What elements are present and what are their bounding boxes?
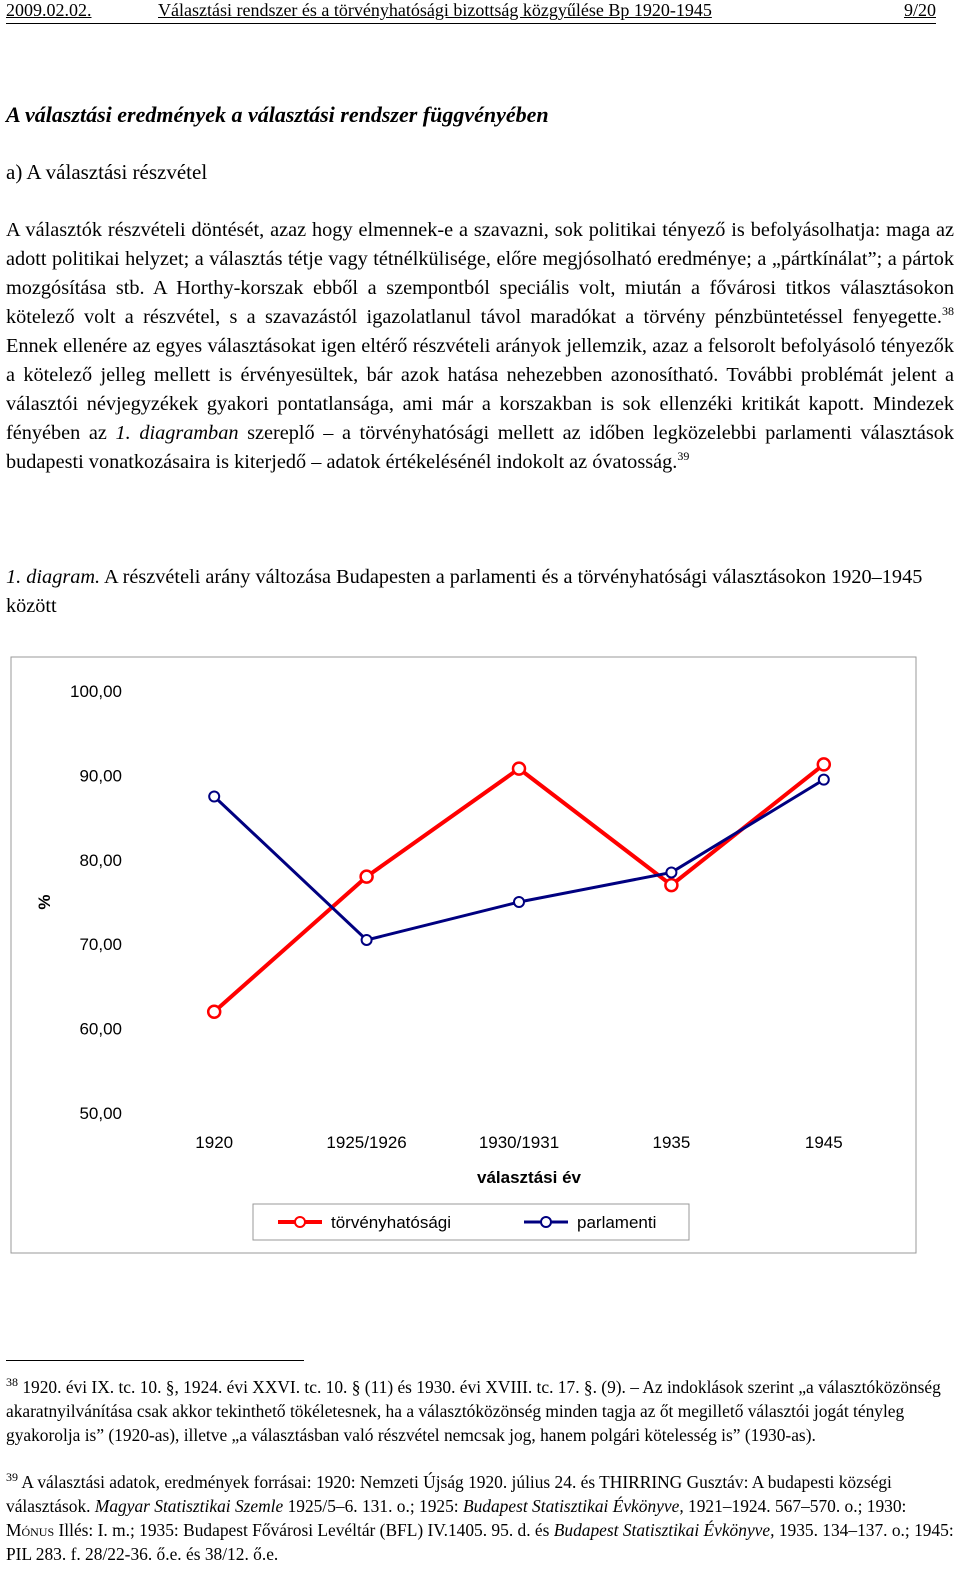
- y-tick-label: 70,00: [79, 935, 122, 955]
- footnote-39-source-2: Budapest Statisztikai Évkönyve,: [462, 1496, 684, 1516]
- y-tick-label: 90,00: [79, 766, 122, 786]
- paragraph-emphasis: 1. diagramban: [115, 422, 239, 444]
- data-point: [665, 879, 677, 891]
- footnote-38-number: 38: [6, 1375, 18, 1390]
- paragraph-text-2: Ennek ellenére az egyes választásokat igen eltérő részvételi arányok jellemzik, azaz a felsorolt befolyásoló tényezők a kötelező jelleg mellett is érvényesültek, bár azok hatása nehezebben azonosítható. További problémát jelent a választói névjegyzékek gyakori pontatlansága, ami már a korszakban is sok ellenzéki kritikát kapott. Mindezek fényében az: [6, 335, 954, 444]
- header-date: 2009.02.02.: [6, 0, 92, 20]
- x-tick-label: 1935: [652, 1133, 691, 1152]
- x-axis-title: választási év: [477, 1168, 581, 1187]
- footnote-39-source-1: Magyar Statisztikai Szemle: [94, 1496, 284, 1516]
- legend-swatch-marker: [541, 1217, 551, 1227]
- y-tick-label: 50,00: [79, 1104, 122, 1123]
- footnote-ref-38[interactable]: 38: [942, 304, 954, 319]
- footnote-39-author: Mónus: [6, 1520, 55, 1540]
- data-point: [361, 871, 373, 883]
- caption-text: A részvételi arány változása Budapesten a parlamenti és a törvényhatósági választásokon 1920–1945 között: [6, 566, 923, 617]
- footnote-38-text: 1920. évi IX. tc. 10. §, 1924. évi XXVI. tc. 10. § (11) és 1930. évi XVIII. tc. 17. §. (9). – Az indoklások szerint „a választóközönség akaratnyilvánítása csak akkor tekinthető tökéletesnek, ha a választóközönség minden tagja az őt megillető választói jogát tényleg gyakorolja is” (1920-as), illetve „a választásban való részvétel nemcsak jog, hanem polgári kötelesség is” (1930-as).: [6, 1377, 941, 1445]
- chart-frame: [11, 657, 916, 1253]
- header-page-number: 9/20: [903, 0, 936, 20]
- data-point: [362, 935, 372, 945]
- data-point: [819, 775, 829, 785]
- footnote-separator: [6, 1360, 304, 1361]
- x-tick-label: 1920: [195, 1133, 234, 1152]
- turnout-line-chart: [10, 656, 917, 1254]
- data-point: [513, 763, 525, 775]
- y-tick-label: 60,00: [79, 1019, 122, 1039]
- footnote-39-text-3: 1921–1924. 567–570. o.; 1930:: [683, 1496, 907, 1516]
- footnote-39-text-5: 1935. 134–137. o.; 1945: PIL 283. f. 28/22-36. ő.e. és 38/12. ő.e.: [6, 1520, 954, 1564]
- footnote-ref-39[interactable]: 39: [677, 449, 690, 464]
- y-tick-label: 100,00: [70, 682, 122, 701]
- footnote-39: [6, 1470, 954, 1566]
- data-point: [666, 867, 676, 877]
- footnote-39-number: 39: [6, 1470, 18, 1485]
- x-tick-label: 1930/1931: [478, 1133, 560, 1152]
- data-point: [818, 758, 830, 770]
- section-title: A választási eredmények a választási rendszer függvényében: [6, 102, 549, 127]
- legend-label: törvényhatósági: [331, 1213, 452, 1232]
- x-tick-label: 1925/1926: [326, 1133, 407, 1152]
- data-point: [514, 897, 524, 907]
- header-rule: [6, 23, 936, 24]
- paragraph-text-3: szereplő – a törvényhatósági mellett az időben legközelebbi parlamenti választások budapesti vonatkozásaira is kiterjedő – adatok értékelésénél indokolt az óvatosság.: [6, 422, 954, 473]
- y-axis-title: %: [35, 894, 54, 910]
- page-header: [6, 0, 936, 24]
- figure-caption: [6, 563, 954, 621]
- data-point: [209, 792, 219, 802]
- subsection-title: a) A választási részvétel: [6, 160, 208, 184]
- header-title: Választási rendszer és a törvényhatósági bizottság közgyűlése Bp 1920-1945: [158, 0, 712, 20]
- data-point: [208, 1006, 220, 1018]
- x-tick-label: 1945: [804, 1133, 843, 1152]
- footnote-39-text-1: A választási adatok, eredmények forrásai: 1920: Nemzeti Újság 1920. július 24. és THIRRING Gusztáv: A budapesti községi választások.: [6, 1472, 892, 1516]
- caption-label: 1. diagram.: [6, 566, 101, 588]
- footnote-39-text-4: Illés: I. m.; 1935: Budapest Fővárosi Levéltár (BFL) IV.1405. 95. d. és: [54, 1520, 554, 1540]
- legend-label: parlamenti: [577, 1213, 657, 1232]
- legend-swatch-marker: [295, 1217, 305, 1227]
- footnote-39-text-2: 1925/5–6. 131. o.; 1925:: [283, 1496, 463, 1516]
- paragraph-text-1: A választók részvételi döntését, azaz hogy elmennek-e a szavazni, sok politikai tényező is befolyásolhatja: maga az adott politikai helyzet; a választás tétje vagy tétnélkülisége, előre megjósolható eredménye; a „pártkínálat”; a pártok mozgósítása stb. A Horthy-korszak ebből a szempontból speciális volt, miután a fővárosi titkos választásokon kötelező volt a részvétel, s a szavazástól igazolatlanul távol maradókat a törvény pénzbüntetéssel fenyegette.: [6, 219, 954, 328]
- footnote-39-source-3: Budapest Statisztikai Évkönyve,: [553, 1520, 775, 1540]
- body-paragraph: [6, 216, 954, 477]
- footnote-38: [6, 1375, 954, 1447]
- y-tick-label: 80,00: [79, 850, 122, 870]
